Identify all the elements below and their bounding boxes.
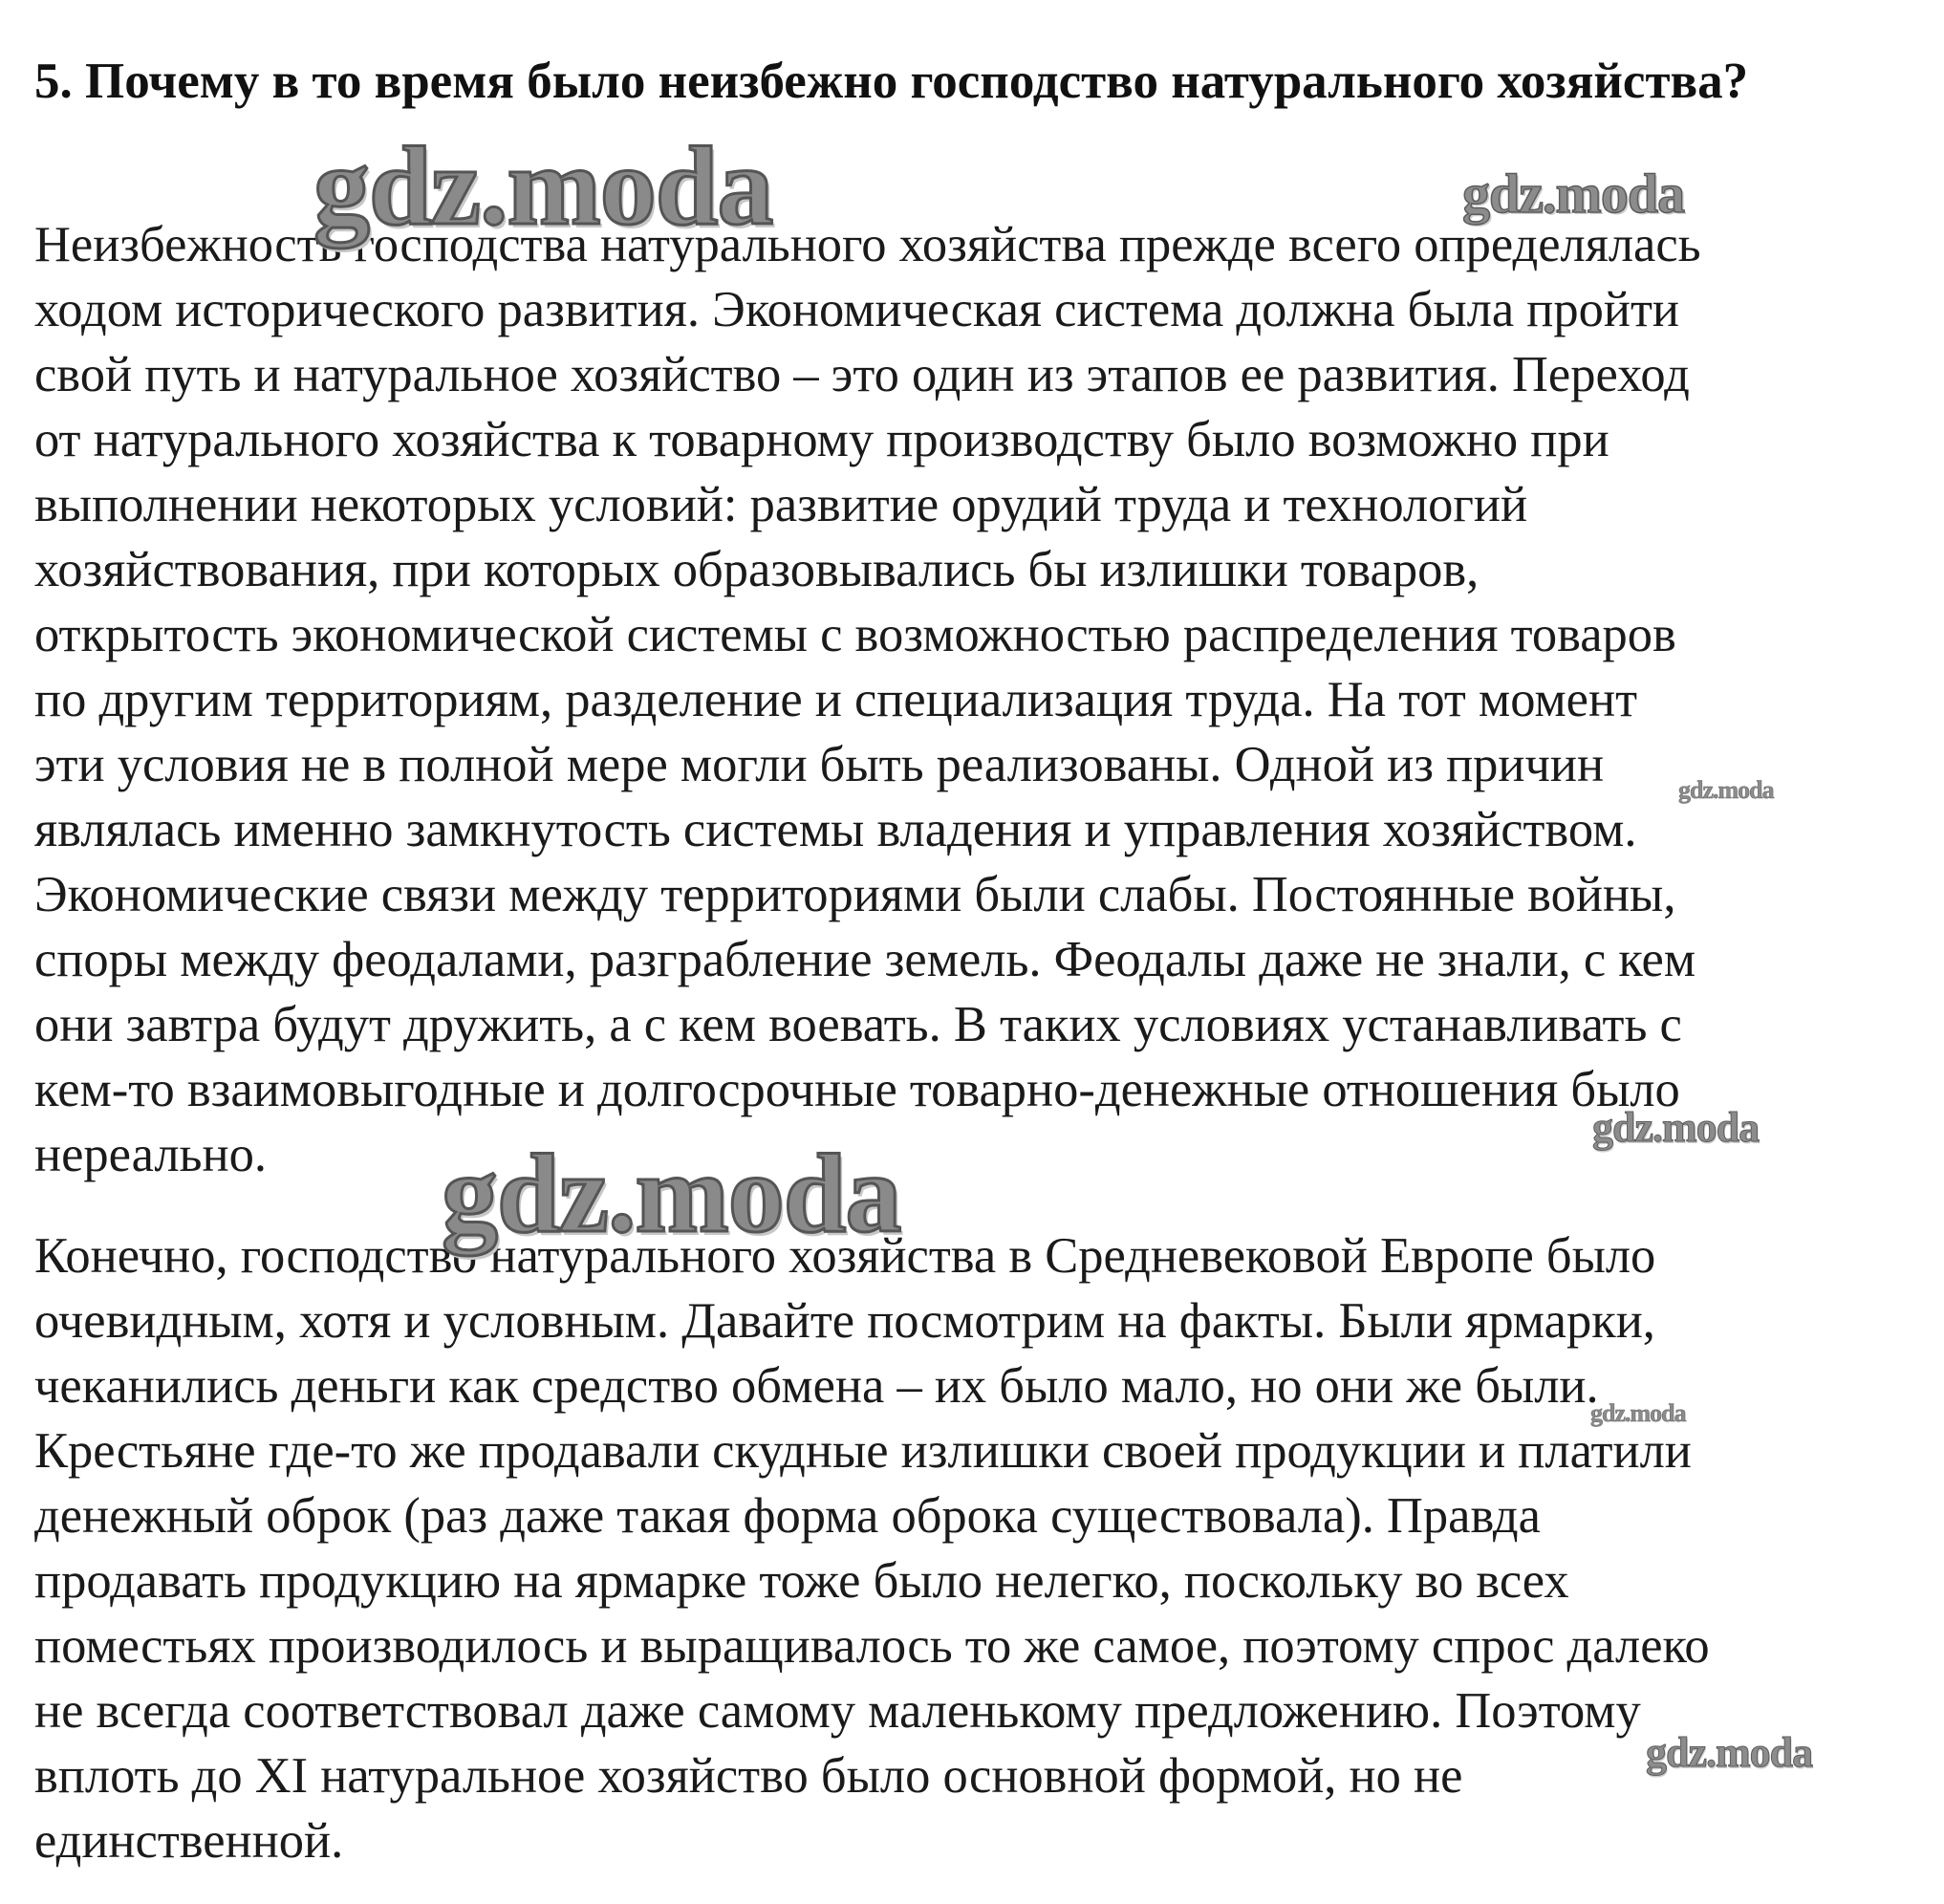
watermark-logo: gdz.moda <box>1462 162 1685 225</box>
watermark-logo: gdz.moda <box>1592 1104 1760 1151</box>
watermark-logo: gdz.moda <box>442 1131 901 1256</box>
watermark-logo: gdz.moda <box>313 123 773 249</box>
answer-paragraph-2: Конечно, господство натурального хозяйства в Средневековой Европе было очевидным, хотя и условным. Давайте посмотрим на факты. Были ярмарки, чеканились деньги как средство обмена – их было мало, но они же были. Крестьяне где-то же продавали скудные излишки своей продукции и платили денежный оброк (раз даже такая форма оброка существовала). Правда продавать продукцию на ярмарке тоже было нелегко, поскольку во всех поместьях производилось и выращивалось то же самое, поэтому спрос далеко не всегда соответствовал даже самому маленькому предложению. Поэтому вплоть до XI натуральное хозяйство было основной формой, но не единственной. <box>34 1228 1710 1869</box>
watermark-logo: gdz.moda <box>1646 1729 1813 1776</box>
watermark-logo: gdz.moda <box>1590 1399 1686 1427</box>
answer-paragraph-1: Неизбежность господства натурального хозяйства прежде всего определялась ходом исторического развития. Экономическая система должна была пройти свой путь и натуральное хозяйство – это один из этапов ее развития. Переход от натурального хозяйства к товарному производству было возможно при выполнении некоторых условий: развитие орудий труда и технологий хозяйствования, при которых образовывались бы излишки товаров, открытость экономической системы с возможностью распределения товаров по другим территориям, разделение и специализация труда. На тот момент эти условия не в полной мере могли быть реализованы. Одной из причин являлась именно замкнутость системы владения и управления хозяйством. Экономические связи между территориями были слабы. Постоянные войны, споры между феодалами, разграбление земель. Феодалы даже не знали, с кем они завтра будут дружить, а с кем воевать. В таких условиях устанавливать с кем-то взаимовыгодные и долгосрочные товарно-денежные отношения было нереально. <box>34 217 1701 1182</box>
question-title: 5. Почему в то время было неизбежно господство натурального хозяйства? <box>34 54 1749 109</box>
watermark-logo: gdz.moda <box>1678 776 1774 804</box>
